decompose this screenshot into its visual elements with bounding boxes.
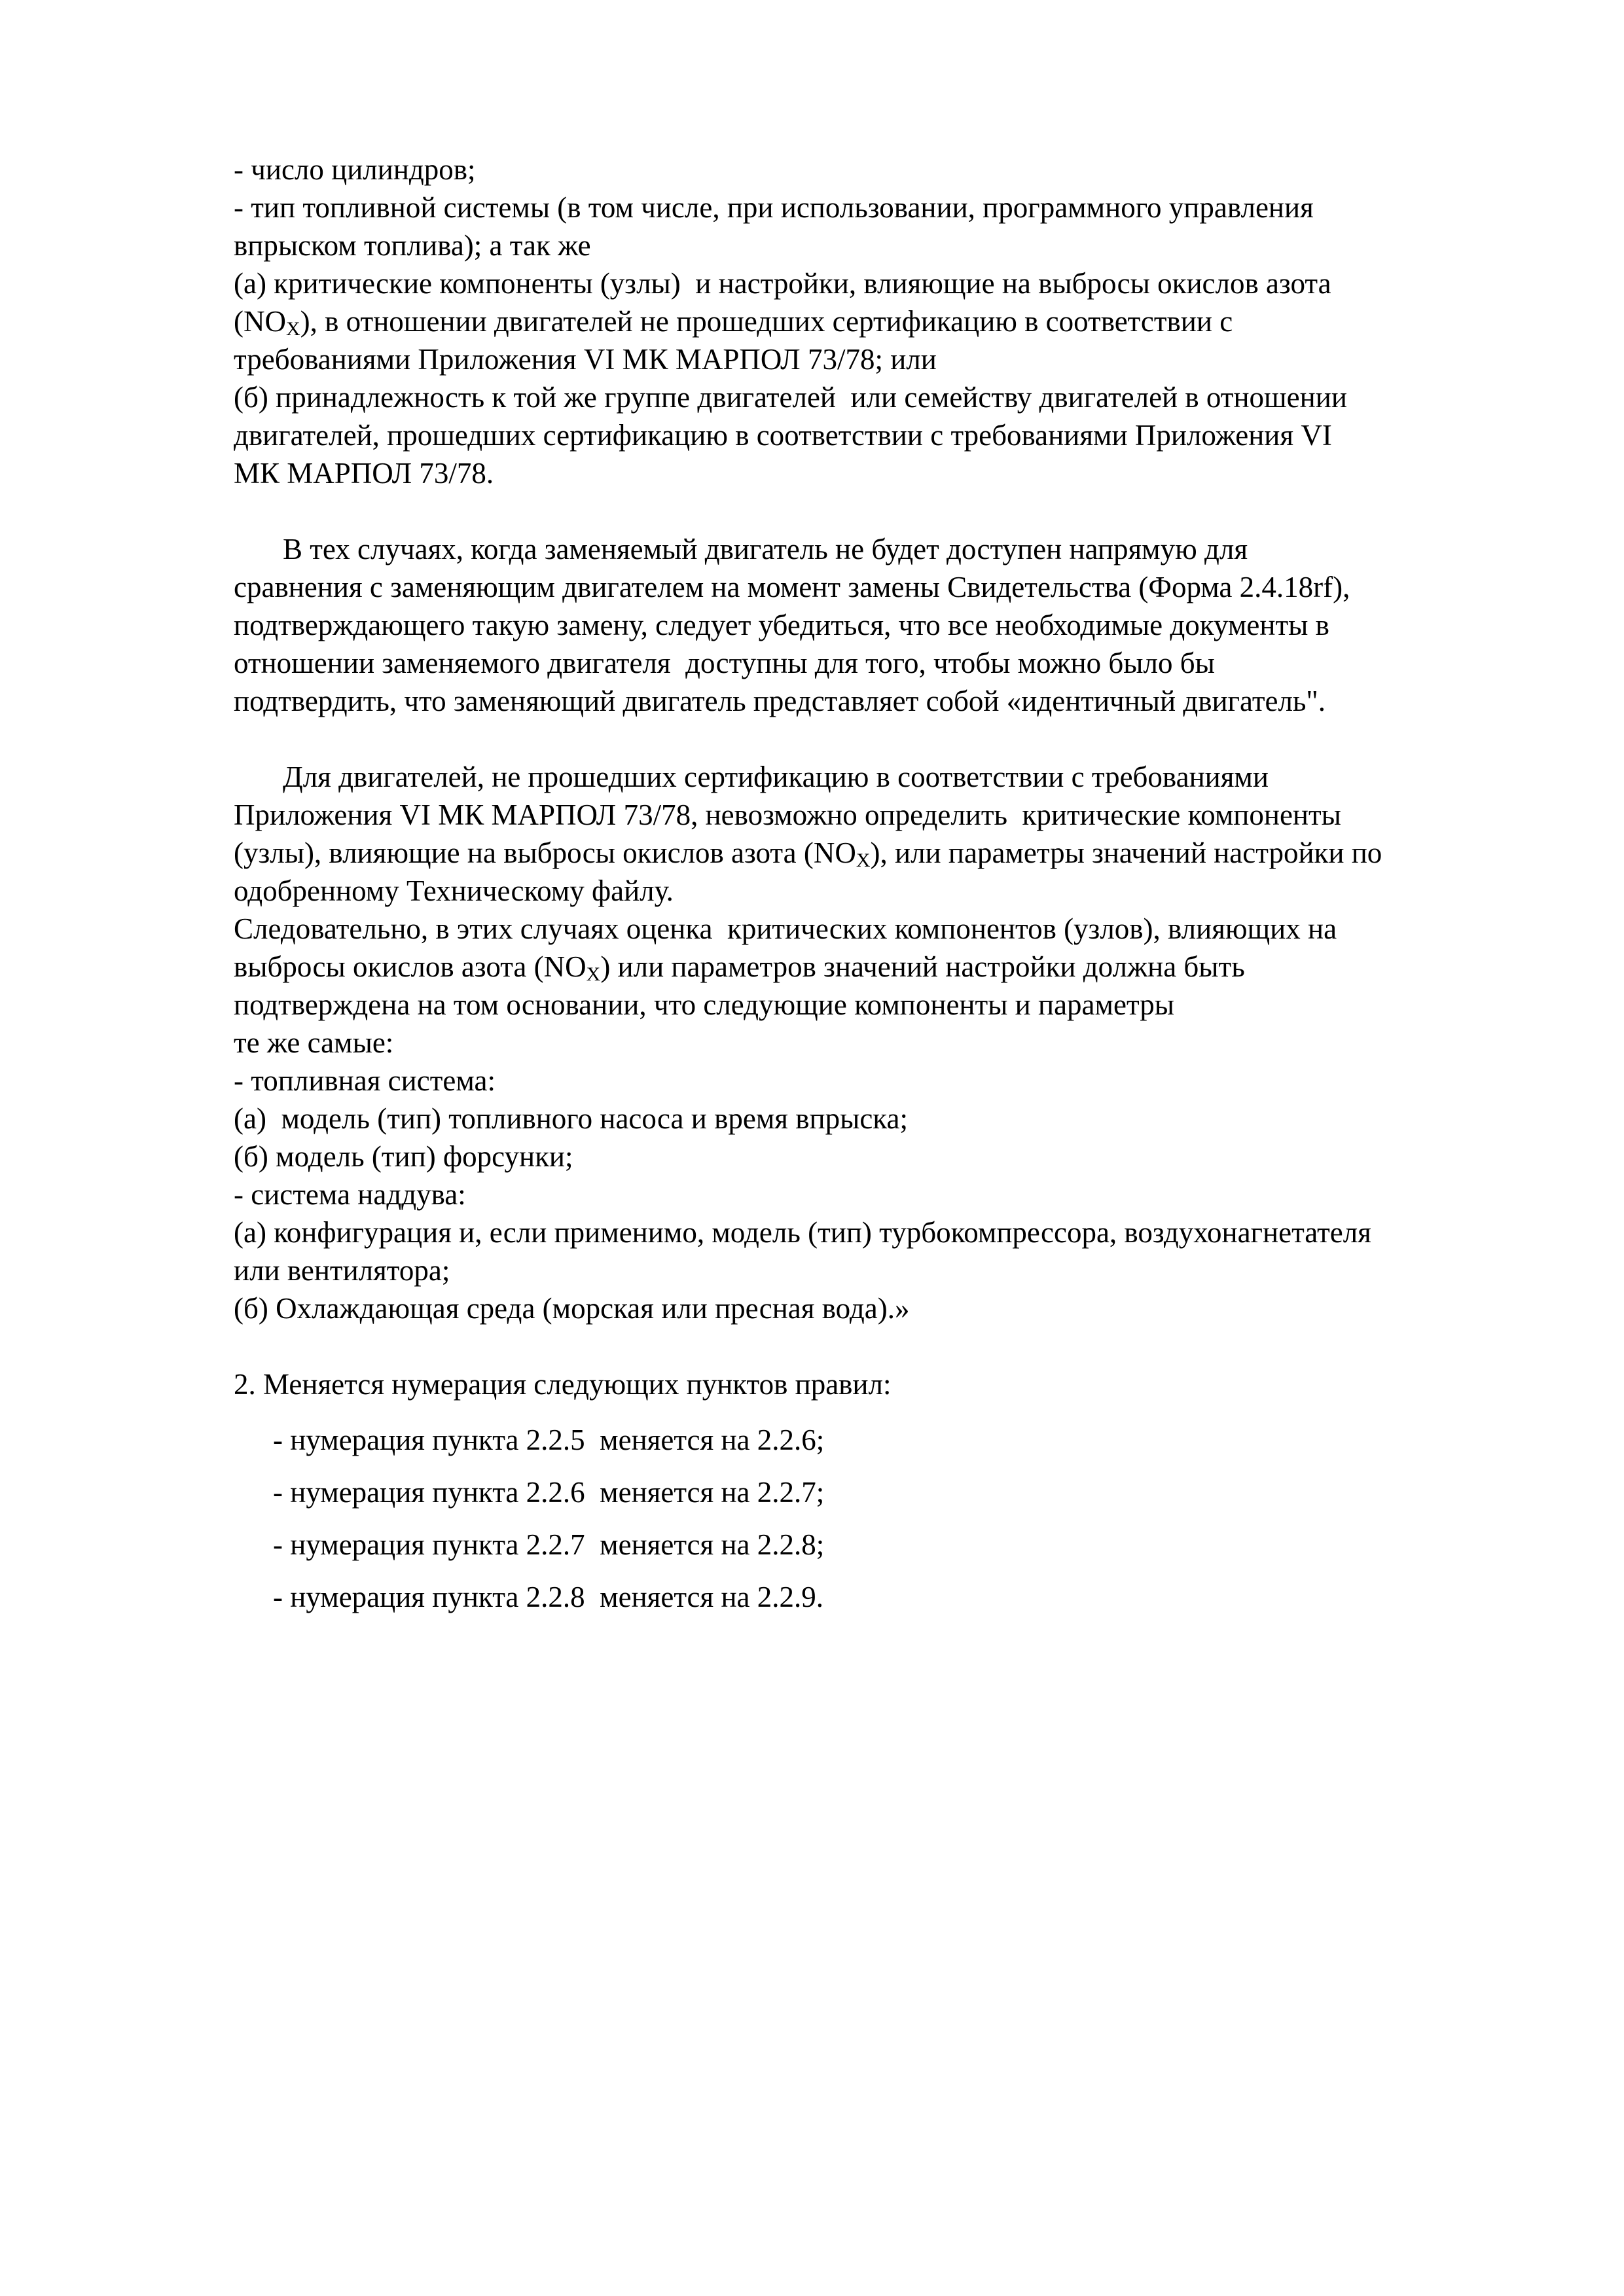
text-line: требованиями Приложения VI МК МАРПОЛ 73/78; или: [234, 343, 937, 376]
text-line: МК МАРПОЛ 73/78.: [234, 457, 494, 490]
text-fragment: (узлы), влияющие на выбросы окислов азота (NO: [234, 836, 856, 869]
paragraph-spacer: [234, 1327, 1517, 1365]
text-line: Для двигателей, не прошедших сертификацию в соответствии с требованиями: [283, 761, 1269, 793]
text-line: В тех случаях, когда заменяемый двигатель не будет доступен напрямую для: [283, 533, 1248, 565]
list-item: - нумерация пункта 2.2.6 меняется на 2.2.7;: [273, 1476, 825, 1509]
text-fragment: выбросы окислов азота (NO: [234, 950, 586, 983]
text-line: - тип топливной системы (в том числе, при использовании, программного управления: [234, 191, 1314, 224]
text-line: (б) принадлежность к той же группе двигателей или семейству двигателей в отношении: [234, 381, 1347, 414]
text-line: [234, 302, 1517, 340]
text-line: те же самые:: [234, 1026, 394, 1059]
text-fragment: ), в отношении двигателей не прошедших сертификацию в соответствии с: [300, 305, 1233, 338]
section-renumbering: [234, 1365, 1517, 1616]
paragraph-spacer: [234, 720, 1517, 758]
text-line: (б) модель (тип) форсунки;: [234, 1140, 573, 1173]
text-line: (б) Охлаждающая среда (морская или пресная вода).»: [234, 1292, 910, 1325]
text-line: - число цилиндров;: [234, 153, 476, 186]
list-item: - нумерация пункта 2.2.5 меняется на 2.2.6;: [273, 1424, 825, 1456]
text-fragment: ) или параметров значений настройки должна быть: [600, 950, 1245, 983]
text-line: одобренному Техническому файлу.: [234, 874, 674, 907]
paragraph-engine-criteria: [234, 151, 1517, 492]
text-line: двигателей, прошедших сертификацию в соответствии с требованиями Приложения VI: [234, 419, 1332, 452]
text-line: Приложения VI МК МАРПОЛ 73/78, невозможно определить критические компоненты: [234, 798, 1341, 831]
text-line: (а) конфигурация и, если применимо, модель (тип) турбокомпрессора, воздухонагнетателя: [234, 1216, 1371, 1249]
subscript: X: [285, 318, 300, 340]
text-line: подтверждена на том основании, что следующие компоненты и параметры: [234, 988, 1174, 1021]
paragraph-replacement-engine: [234, 530, 1517, 720]
text-line: (а) модель (тип) топливного насоса и время впрыска;: [234, 1102, 908, 1135]
document-page: [234, 151, 1517, 1616]
paragraph-spacer: [234, 492, 1517, 530]
text-line: отношении заменяемого двигателя доступны для того, чтобы можно было бы: [234, 647, 1215, 679]
paragraph-uncertified-engines: [234, 758, 1517, 1327]
text-line: сравнения с заменяющим двигателем на момент замены Свидетельства (Форма 2.4.18rf),: [234, 571, 1350, 603]
text-line: впрыском топлива); а так же: [234, 229, 591, 262]
list-item: - нумерация пункта 2.2.7 меняется на 2.2.8;: [273, 1528, 825, 1561]
list-item: - нумерация пункта 2.2.8 меняется на 2.2.9.: [273, 1581, 824, 1613]
text-line: [234, 834, 1517, 872]
text-line: подтверждающего такую замену, следует убедиться, что все необходимые документы в: [234, 609, 1329, 641]
subscript: X: [856, 850, 871, 871]
text-line: или вентилятора;: [234, 1254, 450, 1287]
subscript: X: [586, 963, 601, 985]
text-line: (а) критические компоненты (узлы) и настройки, влияющие на выбросы окислов азота: [234, 267, 1331, 300]
text-fragment: (NO: [234, 305, 286, 338]
text-fragment: ), или параметры значений настройки по: [870, 836, 1382, 869]
text-line: [234, 948, 1517, 986]
text-line: - система наддува:: [234, 1178, 466, 1211]
section-heading: 2. Меняется нумерация следующих пунктов правил:: [234, 1368, 892, 1401]
text-line: подтвердить, что заменяющий двигатель представляет собой «идентичный двигатель".: [234, 685, 1326, 717]
text-line: - топливная система:: [234, 1064, 496, 1097]
text-line: Следовательно, в этих случаях оценка критических компонентов (узлов), влияющих на: [234, 912, 1337, 945]
